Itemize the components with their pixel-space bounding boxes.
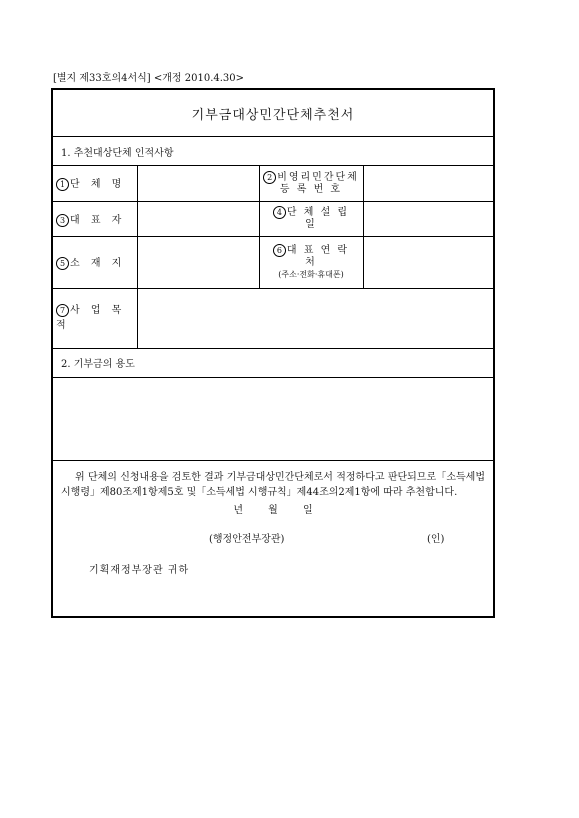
recommendation-form [51,88,495,618]
org-name-label-text: 단 체 명 [70,179,126,191]
reg-no-label [259,166,363,201]
address-label-text: 소 재 지 [70,258,126,269]
circled-number: 3 [56,214,69,227]
purpose-label-text: 사 업 목 [70,305,126,316]
founded-label-text2: 일 [305,219,317,230]
seal-mark: (인) [427,533,445,545]
address-label [53,236,137,288]
address-row [53,236,493,288]
org-name-row [53,166,493,201]
signature-line [53,530,493,550]
circled-number: 1 [56,178,69,191]
section2-heading: 2. 기부금의 용도 [53,349,493,378]
circled-number: 5 [56,257,69,270]
contact-label-text2: 처 [305,256,317,268]
date-line: 년 월 일 [233,504,313,516]
form-number-label: [별지 제33호의4서식] <개정 2010.4.30> [53,73,245,84]
representative-label-text: 대 표 자 [70,214,126,226]
reg-no-field[interactable] [363,166,493,201]
representative-label [53,201,137,236]
reg-no-label-text2: 등 록 번 호 [279,183,343,195]
address-field[interactable] [137,236,259,288]
purpose-field[interactable] [137,288,493,348]
purpose-label-text2: 적 [56,320,70,331]
representative-row [53,201,493,236]
signer-org: (행정안전부장관) [209,533,285,545]
circled-number: 2 [263,171,276,184]
addressee: 기획재정부장관 귀하 [89,564,190,576]
confirmation-text: 위 단체의 신청내용을 검토한 결과 기부금대상민간단체로서 적정하다고 판단되므로「소득세법 시행령」제80조제1항제5호 및「소득세법 시행규칙」제44조의2제1항에 따라 추천합니다. [61,471,485,498]
circled-number: 7 [56,304,69,317]
org-name-label [53,166,137,201]
donation-usage-field[interactable] [53,378,493,461]
founded-label [259,201,363,236]
reg-no-label-text: 비영리민간단체 [277,171,359,183]
representative-field[interactable] [137,201,259,236]
section1-heading: 1. 추천대상단체 인적사항 [53,137,493,166]
contact-label-text: 대 표 연 락 [286,244,350,256]
org-name-field[interactable] [137,166,259,201]
form-title: 기부금대상민간단체추천서 [53,90,493,137]
confirmation-block [53,461,493,576]
contact-label-sub: (주소·전화·휴대폰) [278,269,344,279]
org-info-table [53,166,493,349]
circled-number: 4 [273,206,286,219]
purpose-label [53,288,137,348]
contact-label [259,236,363,288]
purpose-row [53,288,493,348]
founded-label-text: 단 체 설 립 [286,207,350,218]
contact-field[interactable] [363,236,493,288]
founded-field[interactable] [363,201,493,236]
circled-number: 6 [273,244,286,257]
